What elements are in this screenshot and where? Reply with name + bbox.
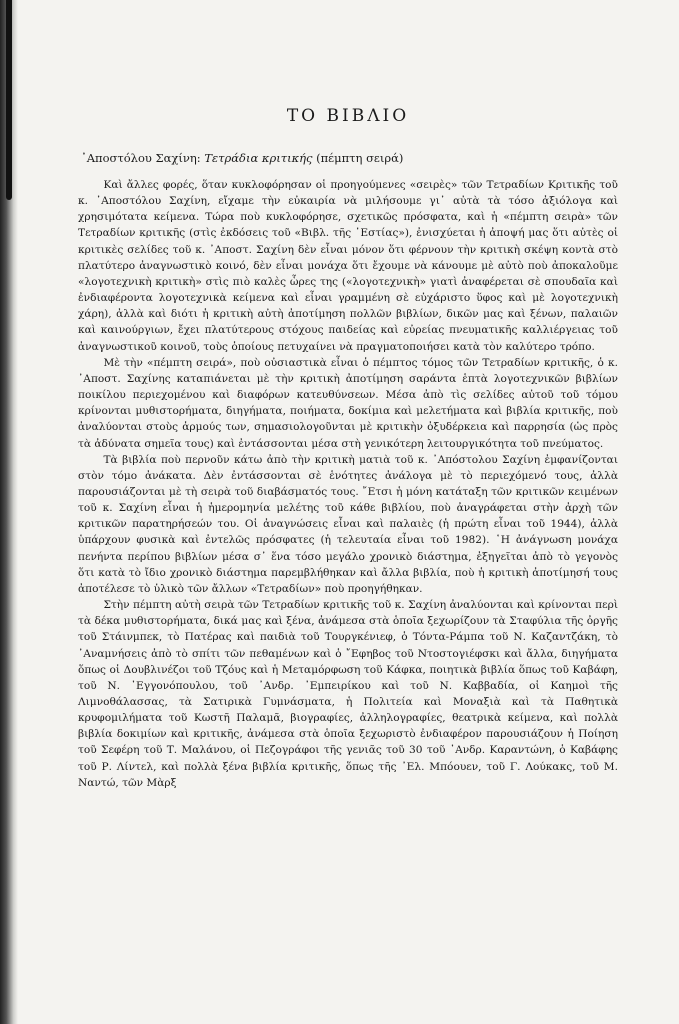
- book-heading: [81, 150, 403, 166]
- book-title: Τετράδια κριτικής: [204, 151, 313, 165]
- book-series: (πέμπτη σειρά): [316, 151, 404, 165]
- paragraph-4: Στὴν πέμπτη αὐτὴ σειρὰ τῶν Τετραδίων κριτικῆς τοῦ κ. Σαχίνη ἀναλύονται καὶ κρίνονται περὶ τὰ δέκα μυθιστορήματα, δικά μας καὶ ξένα, ἀνάμεσα στὰ ὁποῖα ξεχωρίζουν τὰ Σταφύλια τῆς ὀργῆς τοῦ Στάινμπεκ, τὸ Πατέρας καὶ παιδιὰ τοῦ Τουργκένιεφ, ὁ Τόντα-Ράμπα τοῦ Ν. Καζαντζάκη, τὸ ᾿Αναμνήσεις ἀπὸ τὸ σπίτι τῶν πεθαμένων καὶ ὁ ῎Εφηβος τοῦ Ντοστογιέφσκι καὶ ἄλλα, διηγήματα ὅπως οἱ Δουβλινέζοι τοῦ Τζόυς καὶ ἡ Μεταμόρφωση τοῦ Κάφκα, ποιητικὰ βιβλία ὅπως τοῦ Καβάφη, τοῦ Ν. ᾿Εγγονόπουλου, τοῦ ᾿Ανδρ. ᾿Εμπειρίκου καὶ τοῦ Ν. Καββαδία, οἱ Καημοὶ τῆς Λιμνοθάλασσας, τὰ Σατιρικὰ Γυμνάσματα, ἡ Πολιτεία καὶ Μοναξιὰ καὶ τὰ Παθητικὰ κρυφομιλήματα τοῦ Κωστῆ Παλαμᾶ, βιογραφίες, ἀλληλογραφίες, θεατρικὰ κείμενα, καὶ πολλὰ βιβλία δοκιμίων καὶ κριτικῆς, ἀνάμεσα στὰ ὁποῖα ξεχωριστὸ ἐνδιαφέρον παρουσιάζουν ἡ Ποίηση τοῦ Σεφέρη τοῦ Τ. Μαλάνου, οἱ Πεζογράφοι τῆς γενιᾶς τοῦ 30 τοῦ ᾿Ανδρ. Καραντώνη, ὁ Καβάφης τοῦ Ρ. Λίντελ, καὶ πολλὰ ξένα βιβλία κριτικῆς, ὅπως τῆς ᾿Ελ. Μπόουεν, τοῦ Γ. Λούκακς, τοῦ Μ. Ναντώ, τῶν Μὰρξ: [78, 599, 618, 789]
- book-page: [78, 0, 618, 1024]
- book-spine-edge: [6, 0, 12, 200]
- paragraph-2: Μὲ τὴν «πέμπτη σειρά», ποὺ οὐσιαστικὰ εἶναι ὁ πέμπτος τόμος τῶν Τετραδίων κριτικῆς, ὁ κ. ᾿Αποστ. Σαχίνης καταπιάνεται μὲ τὴν κριτικὴ ἀποτίμηση σαράντα ἑπτὰ λογοτεχνικῶν βιβλίων ποικίλου περιεχομένου καὶ διαφόρων κατευθύνσεων. Μέσα ἀπὸ τὶς σελίδες αὐτοῦ τοῦ τόμου κρίνονται μυθιστορήματα, διηγήματα, ποιήματα, δοκίμια καὶ μελετήματα καὶ βιβλία κριτικῆς, ποὺ ἀναλύονται στοὺς ἁρμούς των, σημασιολογοῦνται μὲ κριτικὴν ὀξυδέρκεια καὶ παρρησία (ὡς πρὸς τὰ ἀδύνατα σημεῖα τους) καὶ ἐντάσσονται μέσα στὴ γενικότερη λειτουργικότητα τοῦ πνεύματος.: [78, 356, 618, 450]
- paragraph-3: Τὰ βιβλία ποὺ περνοῦν κάτω ἀπὸ τὴν κριτικὴ ματιὰ τοῦ κ. ᾿Απόστολου Σαχίνη ἐμφανίζονται στὸν τόμο ἀνάκατα. Δὲν ἐντάσσονται σὲ ἑνότητες ἀνάλογα μὲ τὸ περιεχόμενό τους, ἀλλὰ παρουσιάζονται μὲ τὴ σειρὰ τοῦ διαβάσματός τους. ῎Ετσι ἡ μόνη κατάταξη τῶν κριτικῶν κειμένων τοῦ κ. Σαχίνη εἶναι ἡ ἡμερομηνία μελέτης τοῦ κάθε βιβλίου, ποὺ ἀναγράφεται στὴν ἀρχὴ τῶν κριτικῶν παρατηρήσεών του. Οἱ ἀναγνώσεις εἶναι καὶ παλαιὲς (ἡ πρώτη εἶναι τοῦ 1944), ἀλλὰ ὑπάρχουν φυσικὰ καὶ ἐντελῶς πρόσφατες (ἡ τελευταία εἶναι τοῦ 1982). ῾Η ἀνάγνωση μονάχα πενήντα περίπου βιβλίων μέσα σ᾿ ἕνα τόσο μεγάλο χρονικὸ διάστημα, ἐξηγεῖται ἀπὸ τὸ γεγονὸς ὅτι κατὰ τὸ ἴδιο χρονικὸ διάστημα παρεμβλήθηκαν καὶ ἄλλα βιβλία, ποὺ ἡ κριτικὴ ἀποτίμησή τους ἀποτέλεσε τὸ ὑλικὸ τῶν ἄλλων «Τετραδίων» ποὺ προηγήθηκαν.: [78, 453, 618, 595]
- page-title: ΤΟ ΒΙΒΛΙΟ: [286, 106, 410, 126]
- book-author: ᾿Αποστόλου Σαχίνη:: [81, 151, 201, 165]
- article-body: [78, 177, 618, 791]
- paragraph-1: Καὶ ἄλλες φορές, ὅταν κυκλοφόρησαν οἱ προηγούμενες «σειρὲς» τῶν Τετραδίων Κριτικῆς τοῦ κ. ᾿Αποστόλου Σαχίνη, εἴχαμε τὴν εὐκαιρία νὰ μιλήσουμε γι᾿ αὐτὰ τὰ τόσο ἀξιόλογα καὶ χρησιμότατα κείμενα. Τώρα ποὺ κυκλοφόρησε, σχετικῶς πρόσφατα, καὶ ἡ «πέμπτη σειρὰ» τῶν Τετραδίων κριτικῆς (στὶς ἐκδόσεις τοῦ «Βιβλ. τῆς ῾Εστίας»), ἐνισχύεται ἡ ἀποψή μας ὅτι αὐτὲς οἱ κριτικὲς σελίδες τοῦ κ. ᾿Αποστ. Σαχίνη δὲν εἶναι μόνον ὅτι φέρνουν τὴν κριτικὴ σκέψη κοντὰ στὸ πλατύτερο ἀναγνωστικὸ κοινό, δὲν εἶναι μονάχα ὅτι ἔχουμε νὰ κάνουμε μὲ αὐτὸ ποὺ ἀποκαλοῦμε «λογοτεχνικὴ κριτικὴ» στὶς πιὸ καλὲς ὧρες της («λογοτεχνικὴ» γιατὶ ἀναφέρεται σὲ σπουδαῖα καὶ ἐνδιαφέροντα λογοτεχνικὰ κείμενα καὶ εἶναι γραμμένη σὲ εὐχάριστο ὕφος καὶ μὲ λογοτεχνικὴ χάρη), ἀλλὰ καὶ διότι ἡ κριτικὴ αὐτὴ ἀποτίμηση πολλῶν βιβλίων, δικῶν μας καὶ ξένων, παλαιῶν καὶ καινούργιων, ἔχει πλατύτερους στόχους παιδείας καὶ εὐρείας πνευματικῆς καλλιέργειας τοῦ ἀναγνωστικοῦ κοινοῦ, τοὺς ὁποίους πετυχαίνει νὰ πραγματοποιήσει κατὰ τὸν καλύτερο τρόπο.: [78, 179, 618, 353]
